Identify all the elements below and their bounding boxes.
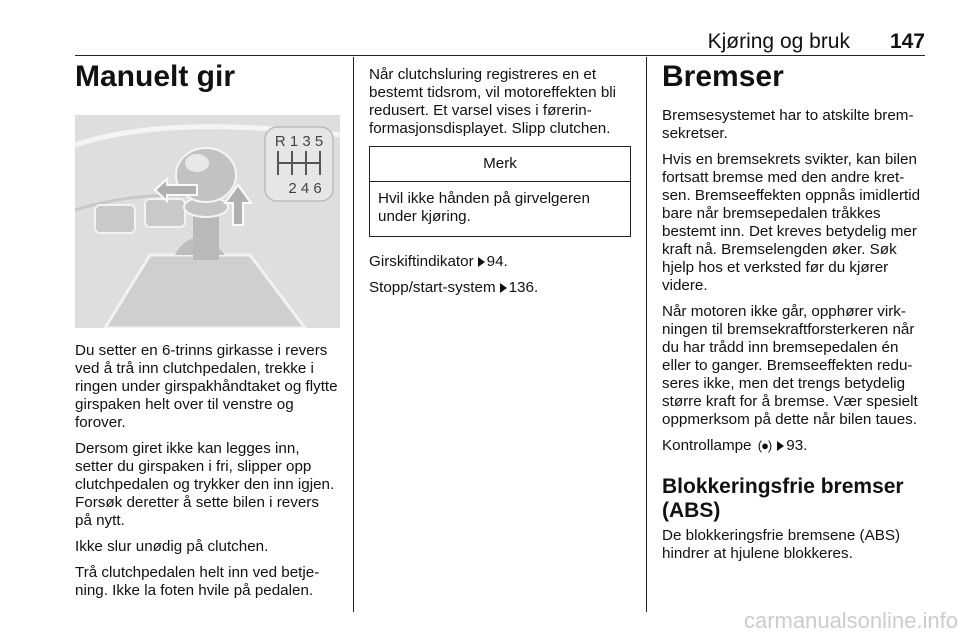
page-reference-icon: [777, 441, 784, 451]
ref-gear-indicator[interactable]: [369, 253, 631, 271]
paragraph-clutch-pedal: Trå clutchpedalen helt inn ved betjening. Ikke la foten hvile på pedalen.: [75, 564, 320, 599]
ref-stop-start-label: Stopp/start-system: [369, 279, 496, 296]
ref-stop-start[interactable]: [369, 279, 631, 297]
brake-warning-icon: (●): [757, 438, 772, 453]
header-title: Kjøring og bruk: [707, 30, 850, 53]
paragraph-engine-off: Når motoren ikke går, opphører virkningen til bremsekraftforsterkeren når du har trådd inn bremsepedalen én eller to ganger. Bremseeffekten reduseres ikke, men det trengs betydelig større kraft for å bremse. Vær spesielt oppmerksom på dette når bilen taues.: [662, 303, 918, 428]
column-divider-1: [353, 57, 354, 612]
paragraph-circuit-failure: Hvis en bremsekrets svikter, kan bilen fortsatt bremse med den andre kretsen. Bremseeffekten oppnås imidlertid bare når bremsepedalen tråkkes bestemt inn. Det kreves betydelig mer kraft nå. Bremselengden øker. Søk hjelp hos et verksted før du kjører videre.: [662, 151, 921, 294]
ref-stop-start-page: 136.: [508, 279, 539, 296]
watermark: carmanualsonline.info: [743, 608, 958, 633]
ref-control-lamp[interactable]: [662, 437, 927, 455]
control-lamp-label: Kontrollampe: [662, 437, 752, 454]
paragraph-clutch-slip: Ikke slur unødig på clutchen.: [75, 538, 269, 555]
section-heading-manual-gear: Manuelt gir: [75, 60, 236, 93]
paragraph-brake-circuits: Bremsesystemet har to atskilte bremsekretser.: [662, 107, 914, 142]
paragraph-gear-failure: Dersom giret ikke kan legges inn, setter du girspaken i fri, slipper opp clutchpedalen og trykker den inn igjen. Forsøk deretter å sette bilen i revers på nytt.: [75, 440, 335, 529]
gear-pattern-bottom: 2 4 6: [288, 180, 322, 197]
gear-pattern-top: R 1 3 5: [274, 133, 324, 150]
note-box: [369, 146, 631, 237]
left-column: [75, 57, 340, 608]
paragraph-clutch-detection: Når clutchsluring registreres en et bestemt tidsrom, vil motoreffekten bli redusert. Et varsel vises i førerinformasjonsdisplayet. Slipp clutchen.: [369, 66, 617, 137]
page-reference-icon: [478, 257, 485, 267]
subheading-abs: Blokkeringsfrie bremser (ABS): [662, 475, 904, 522]
note-text: Hvil ikke hånden på girvelgeren under kjøring.: [378, 190, 590, 225]
ref-gear-indicator-page: 94.: [486, 253, 508, 270]
header-rule: [75, 55, 925, 56]
gear-shift-drawing: [75, 115, 340, 328]
paragraph-reverse: Du setter en 6-trinns girkasse i revers ved å trå inn clutchpedalen, trekke i ringen under girspakhåndtaket og flytte girspaken helt over til venstre og forover.: [75, 342, 338, 431]
section-heading-brakes: Bremser: [662, 60, 784, 93]
note-title: Merk: [370, 147, 630, 182]
page-header: [75, 30, 925, 56]
control-lamp-page: 93.: [786, 437, 808, 454]
gear-shift-illustration: [75, 115, 340, 328]
page-reference-icon: [500, 283, 507, 293]
column-divider-2: [646, 57, 647, 612]
ref-gear-indicator-label: Girskiftindikator: [369, 253, 474, 270]
paragraph-abs: De blokkeringsfrie bremsene (ABS) hindrer at hjulene blokkeres.: [662, 527, 901, 562]
right-column: [662, 57, 927, 571]
page-number: 147: [889, 30, 925, 53]
middle-column: [369, 66, 631, 305]
